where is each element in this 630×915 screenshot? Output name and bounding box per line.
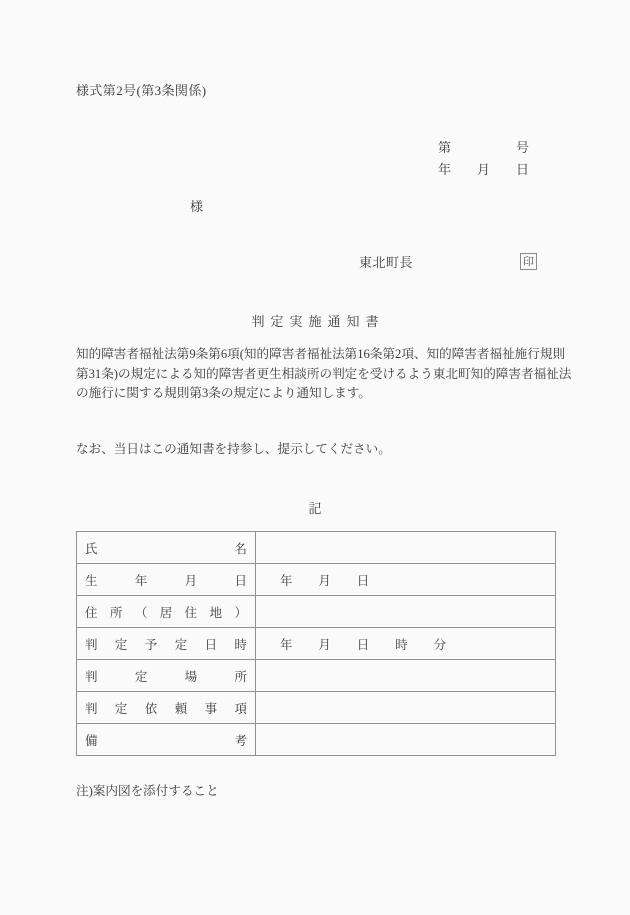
row-label: 備考 [77, 724, 256, 756]
addressee-honorific: 様 [190, 199, 204, 214]
row-label: 住所（居住地） [77, 596, 256, 628]
table-row [77, 564, 556, 596]
ki-marker: 記 [308, 501, 322, 516]
row-value-text: 年 月 日 時 分 [280, 637, 447, 652]
table-row [77, 628, 556, 660]
sender-name: 東北町長 [359, 255, 414, 270]
secondary-paragraph: なお、当日はこの通知書を持参し、提示してください。 [76, 442, 391, 456]
footer-note: 注)案内図を添付すること [76, 784, 219, 798]
row-value[interactable] [256, 596, 556, 628]
issue-date-line: 年 月 日 [438, 162, 530, 177]
table-row [77, 724, 556, 756]
document-number-line: 第 号 [438, 140, 530, 155]
row-value[interactable] [256, 692, 556, 724]
body-paragraph [76, 345, 572, 404]
row-value-text: 年 月 日 [280, 573, 370, 588]
page-title: 判定実施通知書 [251, 314, 385, 329]
form-code: 様式第2号(第3条関係) [76, 83, 207, 98]
row-label: 判定予定日時 [77, 628, 256, 660]
body-line: 知的障害者福祉法第9条第6項(知的障害者福祉法第16条第2項、知的障害者福祉施行規則 [76, 347, 566, 361]
row-label: 判定場所 [77, 660, 256, 692]
body-line: の施行に関する規則第3条の規定により通知します。 [76, 386, 371, 400]
row-value[interactable] [256, 564, 556, 596]
details-table [76, 531, 556, 756]
document-meta [438, 137, 529, 181]
table-row [77, 596, 556, 628]
seal-icon: 印 [520, 253, 537, 270]
row-value[interactable] [256, 724, 556, 756]
table-row [77, 692, 556, 724]
sender-line [359, 252, 537, 271]
table-row [77, 532, 556, 564]
row-value[interactable] [256, 628, 556, 660]
table-row [77, 660, 556, 692]
row-label: 生年月日 [77, 564, 256, 596]
body-line: 第31条)の規定による知的障害者更生相談所の判定を受けるよう東北町知的障害者福祉法 [76, 366, 572, 381]
row-value[interactable] [256, 660, 556, 692]
row-label: 判定依頼事項 [77, 692, 256, 724]
row-label: 氏名 [77, 532, 256, 564]
row-value[interactable] [256, 532, 556, 564]
